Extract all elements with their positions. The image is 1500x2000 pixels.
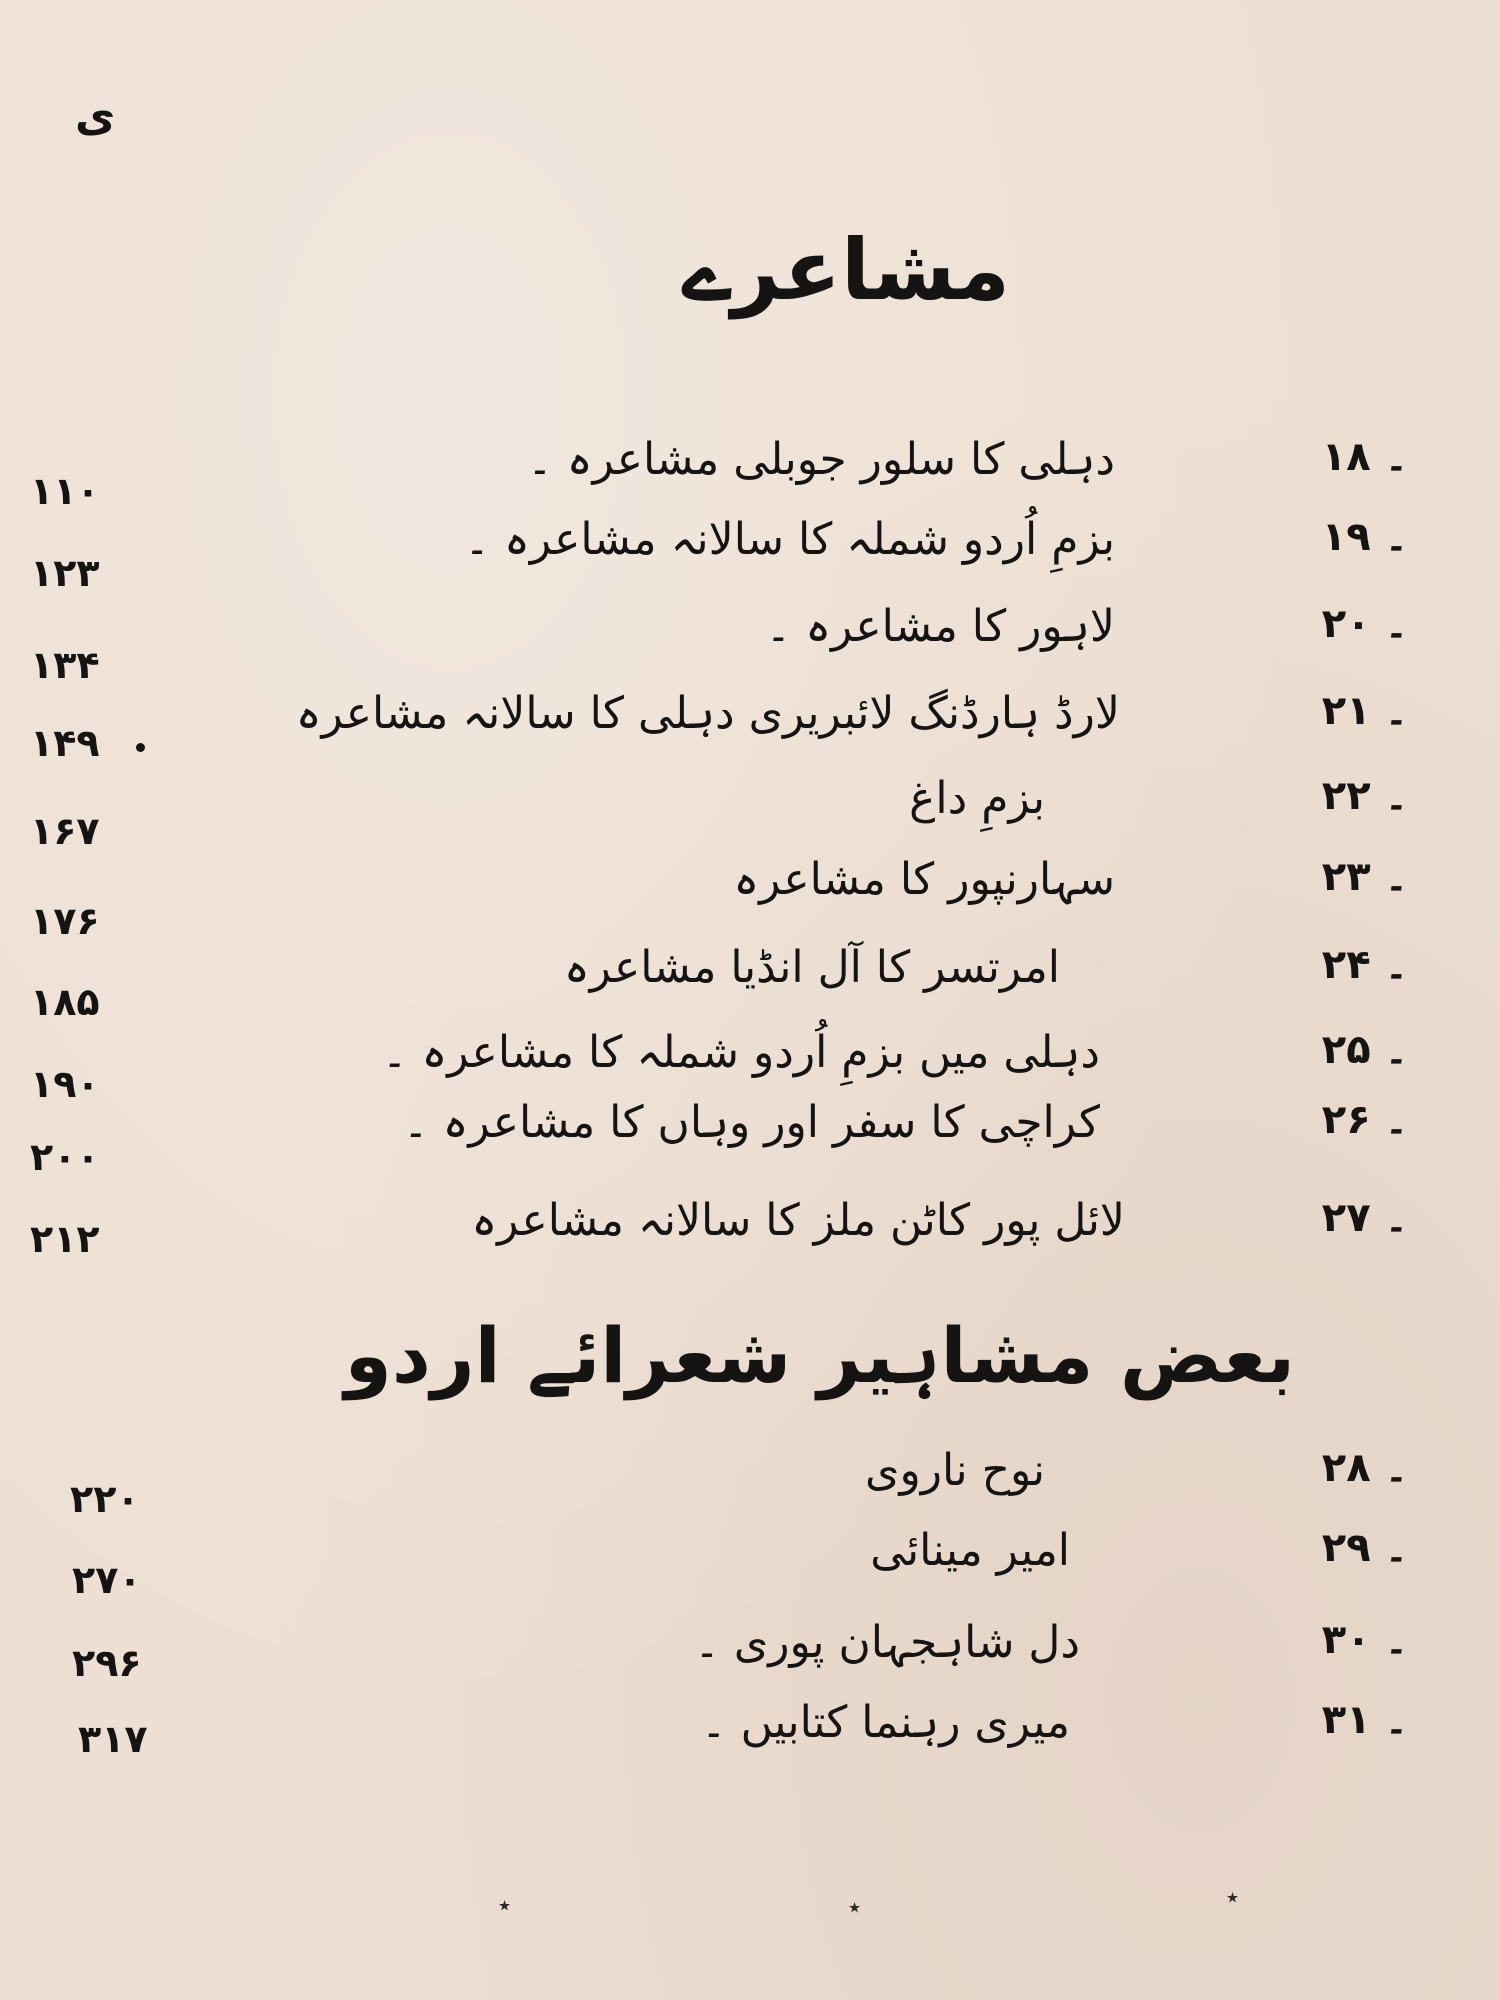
toc-entry — [0, 1195, 1500, 1278]
bullet-mark — [136, 743, 145, 752]
entry-title: لائل پور کاٹن ملز کا سالانہ مشاعرہ — [471, 1195, 1125, 1246]
page-number: ی — [75, 91, 116, 142]
entry-number: ۲۳ ۔ — [1321, 854, 1408, 900]
toc-entry — [0, 942, 1500, 1025]
toc-entry — [0, 773, 1500, 856]
toc-entry — [0, 1617, 1500, 1700]
toc-entry — [0, 1445, 1500, 1528]
toc-entry — [0, 1097, 1500, 1180]
entry-page-number: ۲۹۶ — [72, 1641, 142, 1685]
entry-title: دہلی میں بزمِ اُردو شملہ کا مشاعرہ ۔ — [381, 1027, 1100, 1078]
section-heading-mushaire: مشاعرے — [682, 221, 1010, 319]
entry-number: ۳۱ ۔ — [1321, 1697, 1408, 1743]
entry-title: دل شاہجہان پوری ۔ — [694, 1617, 1080, 1668]
entry-title: امیر مینائی — [870, 1525, 1070, 1576]
entry-title: بزمِ داغ — [909, 773, 1045, 824]
entry-page-number: ۲۰۰ — [30, 1135, 100, 1179]
entry-number: ۲۰ ۔ — [1321, 601, 1408, 647]
entry-title: نوح ناروی — [865, 1445, 1045, 1496]
toc-entry — [0, 1525, 1500, 1608]
entry-page-number: ۱۸۵ — [30, 980, 100, 1024]
entry-page-number: ۱۶۷ — [30, 809, 100, 853]
toc-entry — [0, 601, 1500, 687]
toc-entry — [0, 434, 1500, 517]
toc-entry — [0, 688, 1500, 771]
entry-page-number: ۲۱۲ — [30, 1217, 100, 1261]
entry-page-number: ۱۱۰ — [30, 469, 100, 513]
entry-title: امرتسر کا آل انڈیا مشاعرہ — [563, 942, 1060, 993]
entry-number: ۱۹ ۔ — [1321, 514, 1408, 560]
entry-page-number: ۱۳۴ — [30, 643, 100, 687]
entry-number: ۲۵ ۔ — [1321, 1027, 1408, 1073]
ornament-mark: ٭ — [498, 1891, 512, 1919]
entry-number: ۲۱ ۔ — [1321, 688, 1408, 734]
entry-number: ۲۷ ۔ — [1321, 1195, 1408, 1241]
toc-entry — [0, 1697, 1500, 1780]
entry-page-number: ۱۴۹ — [30, 721, 100, 765]
entry-page-number: ۱۹۰ — [30, 1062, 100, 1106]
entry-number: ۳۰ ۔ — [1321, 1617, 1408, 1663]
section-heading-shuara: بعض مشاہیر شعرائے اردو — [344, 1311, 1295, 1400]
ornament-mark: ٭ — [1226, 1883, 1240, 1911]
entry-title: کراچی کا سفر اور وہاں کا مشاعرہ ۔ — [402, 1097, 1100, 1148]
entry-number: ۲۸ ۔ — [1321, 1445, 1408, 1491]
entry-page-number: ۱۷۶ — [30, 899, 100, 943]
entry-page-number: ۲۲۰ — [70, 1477, 140, 1521]
ornament-mark: ٭ — [848, 1893, 862, 1921]
entry-number: ۲۹ ۔ — [1321, 1525, 1408, 1571]
entry-page-number: ۱۲۳ — [30, 551, 100, 595]
toc-entry — [0, 514, 1500, 597]
entry-title: دہلی کا سلور جوبلی مشاعرہ ۔ — [526, 434, 1115, 485]
entry-page-number: ۳۱۷ — [78, 1717, 148, 1761]
entry-number: ۲۶ ۔ — [1321, 1097, 1408, 1143]
entry-number: ۲۴ ۔ — [1321, 942, 1408, 988]
entry-page-number: ۲۷۰ — [72, 1558, 142, 1602]
entry-title: بزمِ اُردو شملہ کا سالانہ مشاعرہ ۔ — [464, 514, 1115, 565]
entry-title: لارڈ ہارڈنگ لائبریری دہلی کا سالانہ مشاعرہ — [295, 688, 1120, 739]
entry-title: لاہور کا مشاعرہ ۔ — [765, 601, 1115, 652]
entry-title: میری رہنما کتابیں ۔ — [700, 1697, 1070, 1748]
entry-number: ۱۸ ۔ — [1321, 434, 1408, 480]
entry-number: ۲۲ ۔ — [1321, 773, 1408, 819]
toc-entry — [0, 854, 1500, 943]
entry-title: سہارنپور کا مشاعرہ — [733, 854, 1115, 905]
